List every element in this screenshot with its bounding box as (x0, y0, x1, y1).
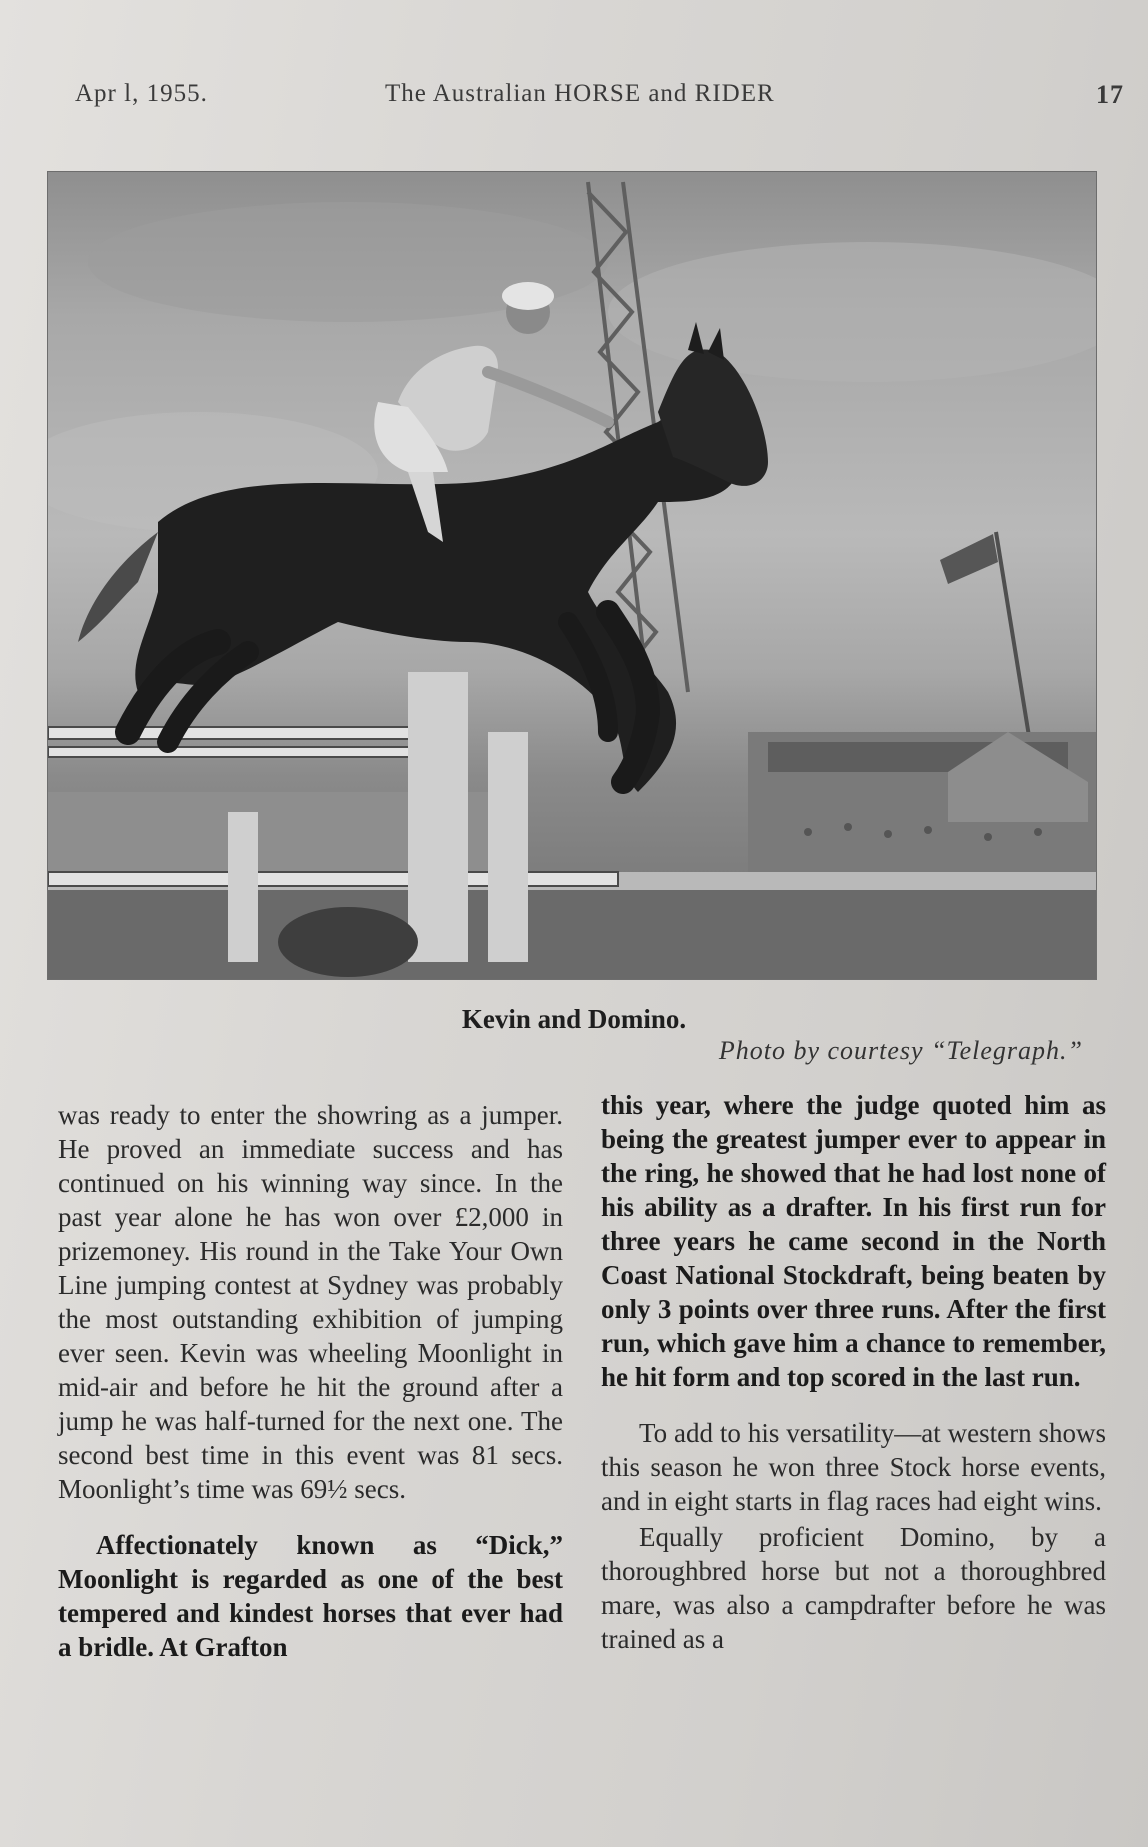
article-column-left (58, 1098, 563, 1664)
article-paragraph: Equally proficient Domino, by a thoroughbred horse but not a thoroughbred mare, was also a campdrafter before he was trained as a (601, 1522, 1106, 1654)
page-header (0, 80, 1148, 120)
issue-date: Apr l, 1955. (75, 80, 208, 107)
article-paragraph-bold: this year, where the judge quoted him as being the greatest jumper ever to appear in the ring, he showed that he had lost none of his ability as a drafter. In his first run for three years he came second in the North Coast National Stockdraft, being beaten by only 3 points over three runs. After the first run, which gave him a chance to remember, he hit form and top scored in the last run. (601, 1090, 1106, 1392)
article-column-right (601, 1088, 1106, 1656)
article-paragraph: To add to his versatility—at western shows this season he won three Stock horse events, and in eight starts in flag races had eight wins. (601, 1418, 1106, 1516)
article-paragraph: was ready to enter the showring as a jumper. He proved an immediate success and has continued on his winning way since. In the past year alone he has won over £2,000 in prizemoney. His round in the Take Your Own Line jumping contest at Sydney was probably the most outstanding exhibition of jumping ever seen. Kevin was wheeling Moonlight in mid-air and before he hit the ground after a jump he was half-turned for the next one. The second best time in this event was 81 secs. Moonlight’s time was 69½ secs. (58, 1100, 563, 1504)
photo-caption-title: Kevin and Domino. (461, 1004, 687, 1034)
article-paragraph-bold: Affectionately known as “Dick,” Moonlight is regarded as one of the best tempered and kindest horses that ever had a bridle. At Grafton (58, 1530, 563, 1662)
page-number: 17 (1096, 80, 1124, 109)
horse-jump-photo (48, 172, 1096, 979)
horse-jump-illustration (48, 172, 1096, 979)
magazine-title: The Australian HORSE and RIDER (385, 80, 775, 107)
photo-credit: Photo by courtesy “Telegraph.” (718, 1036, 1083, 1065)
